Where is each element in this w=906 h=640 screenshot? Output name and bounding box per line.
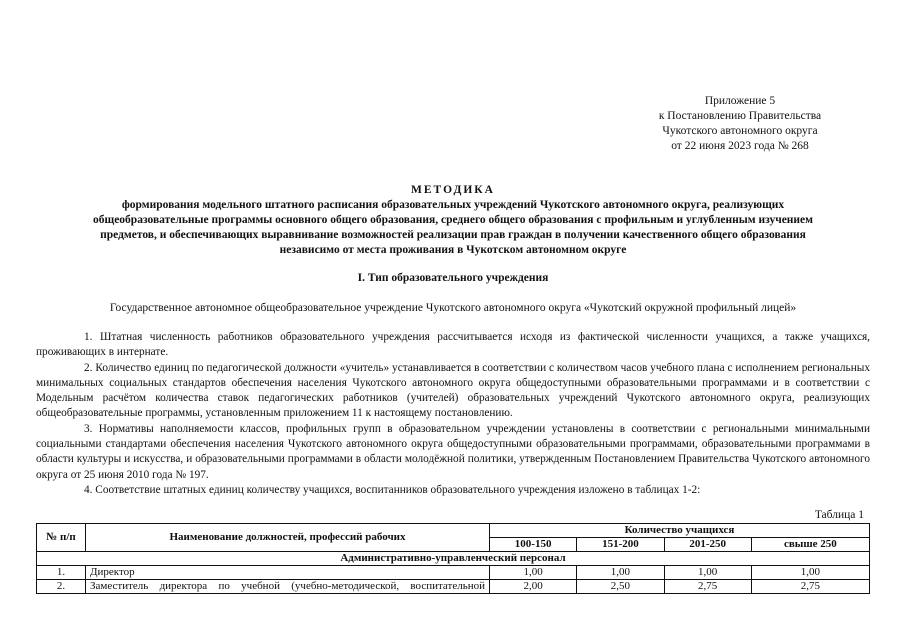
body-text	[36, 330, 870, 498]
header-range: свыше 250	[751, 538, 869, 552]
row-name: Директор	[86, 566, 490, 580]
table-header-row	[37, 524, 870, 538]
row-value: 1,00	[577, 566, 664, 580]
title-line-1: формирования модельного штатного расписания образовательных учреждений Чукотского автономного округа, реализующих	[121, 199, 785, 211]
institution-name: Государственное автономное общеобразовательное учреждение Чукотского автономного округа «Чукотский окружной профильный лицей»	[109, 302, 797, 314]
row-value: 2,75	[751, 580, 869, 594]
appendix-block	[640, 94, 840, 154]
appendix-line-3: Чукотского автономного округа	[662, 125, 818, 137]
table-row	[37, 566, 870, 580]
paragraph-2: 2. Количество единиц по педагогической должности «учитель» устанавливается в соответствии с количеством часов учебного плана с исполнением региональных минимальных социальных стандартов обеспечения населения Чукотского автономного округа общедоступными образовательными программами и в соответствии с Модельным расчётом количества ставок педагогических работников (учителей) образовательных учреждений Чукотского автономного округа, реализующих общеобразовательные программы, установленным приложением 11 к настоящему постановлению.	[36, 361, 870, 420]
row-value: 2,00	[490, 580, 577, 594]
header-name: Наименование должностей, профессий рабочих	[86, 524, 490, 552]
table-label: Таблица 1	[814, 509, 864, 521]
title-line-2: общеобразовательные программы основного общего образования, среднего общего образования с профильным и углубленным изучением	[92, 214, 813, 226]
paragraph-1: 1. Штатная численность работников образовательного учреждения рассчитывается исходя из фактической численности учащихся, а также учащихся, проживающих в интернате.	[36, 331, 870, 359]
title-line-3: предметов, и обеспечивающих выравнивание возможностей реализации прав граждан в получении качественного общего образования	[100, 229, 806, 241]
header-students: Количество учащихся	[490, 524, 870, 538]
appendix-line-4: от 22 июня 2023 года № 268	[671, 140, 809, 152]
row-num: 1.	[37, 566, 86, 580]
title-heading: МЕТОДИКА	[411, 184, 495, 196]
section-title: I. Тип образовательного учреждения	[357, 272, 549, 284]
header-num: № п/п	[37, 524, 86, 552]
appendix-line-1: Приложение 5	[704, 95, 776, 107]
header-range: 151-200	[577, 538, 664, 552]
row-value: 1,00	[751, 566, 869, 580]
header-range: 100-150	[490, 538, 577, 552]
row-num: 2.	[37, 580, 86, 594]
title-line-4: независимо от места проживания в Чукотском автономном округе	[279, 244, 627, 256]
document-title	[40, 183, 866, 258]
row-value: 1,00	[490, 566, 577, 580]
table-row	[37, 580, 870, 594]
paragraph-4: 4. Соответствие штатных единиц количеству учащихся, воспитанников образовательного учреждения изложено в таблицах 1-2:	[84, 483, 701, 496]
row-value: 1,00	[664, 566, 751, 580]
staff-table	[36, 523, 870, 594]
group-label: Административно-управленческий персонал	[37, 552, 870, 566]
row-value: 2,75	[664, 580, 751, 594]
paragraph-3: 3. Нормативы наполняемости классов, профильных групп в образовательном учреждении установлены в соответствии с региональными минимальными социальными стандартами обеспечения населения Чукотского автономного округа общедоступными образовательными программами, образовательными программами в области культуры и искусства, и образовательными программами в области молодёжной политики, утвержденным Постановлением Правительства Чукотского автономного округа от 25 июня 2010 года № 197.	[36, 422, 870, 481]
row-name: Заместитель директора по учебной (учебно-методической, воспитательной	[86, 580, 490, 594]
header-range: 201-250	[664, 538, 751, 552]
table-group-row	[37, 552, 870, 566]
row-value: 2,50	[577, 580, 664, 594]
appendix-line-2: к Постановлению Правительства	[658, 110, 822, 122]
